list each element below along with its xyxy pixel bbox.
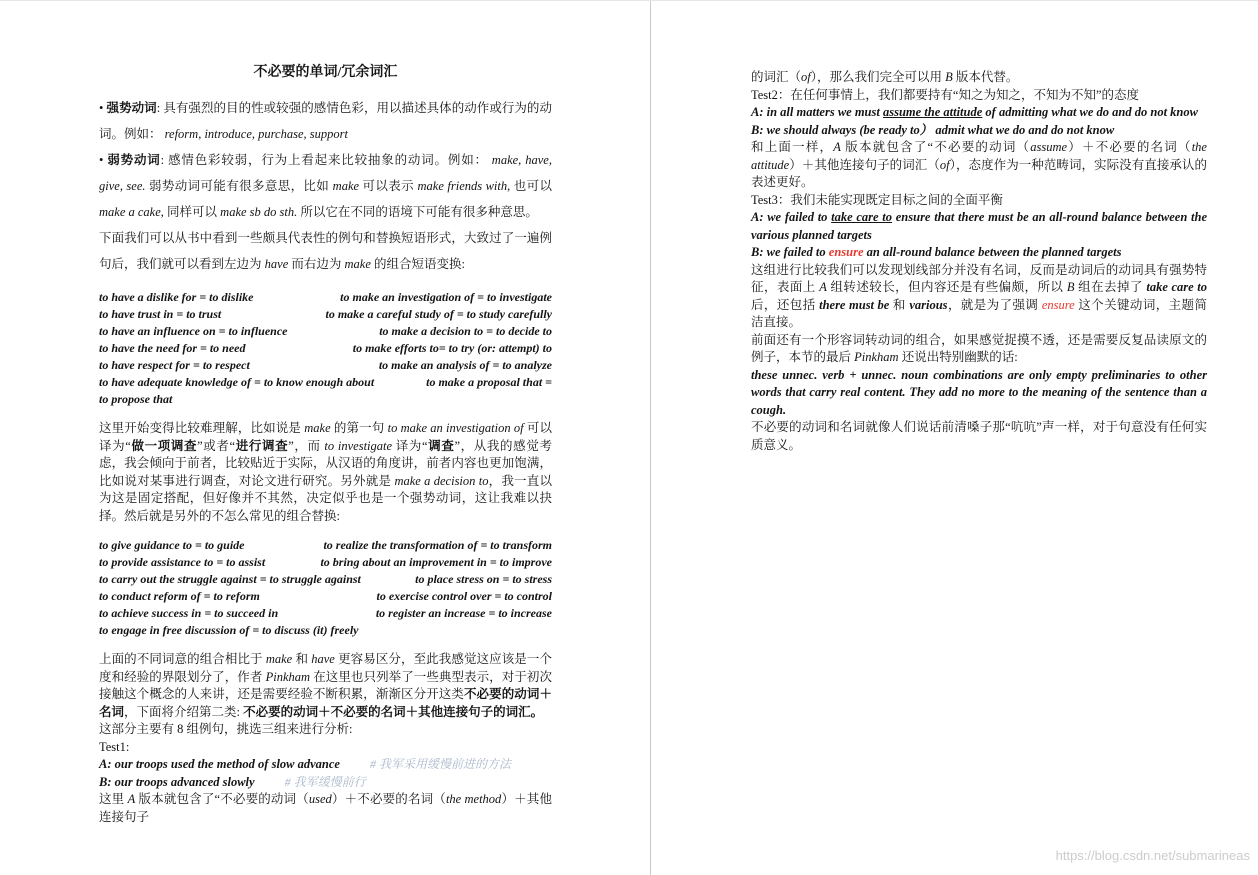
phrase-line	[99, 357, 552, 374]
test1-analysis-cont	[751, 69, 1207, 87]
text-run: ensure	[828, 245, 864, 259]
phrase-line	[99, 588, 552, 605]
text-run: make	[344, 257, 371, 271]
text-run: ”或者“	[197, 438, 236, 453]
text-run: ）＋其他连接句子	[99, 792, 552, 824]
phrase-line	[99, 554, 552, 571]
phrase-line	[99, 374, 552, 391]
test2-label	[751, 87, 1207, 105]
text-run: an all-round balance between the planned targets	[863, 245, 1122, 259]
phrase-right: to make an investigation of = to investigate	[340, 290, 552, 304]
phrase-line: to propose that	[99, 392, 173, 406]
test2-sentence-b	[751, 122, 1207, 140]
phrase-line	[99, 306, 552, 323]
phrase-left: to have adequate knowledge of = to know enough about	[99, 375, 375, 389]
test3-sentence-a	[751, 209, 1207, 244]
text-run: make	[332, 179, 360, 193]
phrase-right: to place stress on = to stress	[415, 572, 552, 586]
text-run: of admitting what we do and do not know	[982, 105, 1198, 119]
intro-paragraph	[99, 225, 552, 277]
phrase-line	[99, 571, 552, 588]
page-right	[751, 69, 1207, 454]
text-run: B: we should always (be ready to） admit what we do and do not know	[751, 122, 1115, 137]
text-run: 前面还有一个形容词转动词的组合，如果感觉捉摸不透，还是需要反复品读原文的例子，本节的最后	[751, 332, 1207, 364]
text-run: the method	[445, 792, 502, 806]
text-run: make	[265, 652, 293, 666]
text-run: B	[1066, 280, 1075, 294]
test3-analysis	[751, 262, 1207, 332]
text-run: 进行调查	[235, 438, 289, 453]
phrase-right: to bring about an improvement in = to improve	[320, 555, 552, 569]
text-run: ，就是为了强调	[947, 297, 1042, 312]
text-run: : 具有强烈的目的性或较强的感情色彩，用以描述具体的动作或行为的动词。例如：	[99, 101, 552, 141]
text-run: 所以它在不同的语境下可能有很多种意思。	[297, 205, 538, 219]
text-run: A	[819, 280, 827, 294]
text-run: of	[801, 70, 811, 84]
have-make-substitution-list	[99, 289, 552, 408]
phrase-right: to make a decision to = to decide to	[379, 324, 552, 338]
text-run: there must be	[819, 297, 890, 312]
text-run: 后，还包括	[751, 297, 820, 312]
analysis-paragraph-1	[99, 420, 552, 525]
text-run: to investigate	[324, 438, 393, 453]
phrase-left: to achieve success in = to succeed in	[99, 606, 279, 620]
text-run: 这组进行比较我们可以发现划线部分并没有名词，反而是动词后的动词具有强势特征，表面上	[751, 262, 1207, 294]
text-run: •	[99, 101, 107, 115]
phrase-right: to make an analysis of = to analyze	[378, 358, 552, 372]
text-run: 更容易区分，至此我感觉这应该是一个度和经验的界限划分了，作者	[99, 652, 552, 684]
text-run: 组在去掉了	[1074, 280, 1147, 294]
text-run: 这个关键动词，主题简洁直接。	[751, 297, 1207, 329]
test3-label	[751, 192, 1207, 210]
text-run: : 感情色彩较弱，行为上看起来比较抽象的动词。例如：	[160, 153, 492, 167]
bullet-strong-verbs	[99, 95, 552, 147]
phrase-left: to provide assistance to = to assist	[99, 555, 266, 569]
text-run: ”，而	[288, 438, 325, 453]
text-run: 不必要的动词和名词就像人们说话前清嗓子那“吭吭”声一样，对于句意没有任何实质意义。	[751, 420, 1207, 452]
text-run: 下面我们可以从书中看到一些颇具代表性的例句和替换短语形式，大致过了一遍例句后，我们就可以看到左边为	[99, 231, 552, 271]
phrase-left: to have the need for = to need	[99, 341, 246, 355]
text-run: 不必要的动词＋名词	[99, 687, 552, 719]
text-run: 做一项调查	[130, 438, 198, 453]
phrase-left: to carry out the struggle against = to struggle against	[99, 572, 361, 586]
text-run: 可以表示	[359, 179, 418, 193]
text-run: Test3：我们未能实现既定目标之间的全面平衡	[751, 192, 1003, 207]
bullet-weak-verbs	[99, 147, 552, 225]
text-run: A: our troops used the method of slow advance	[99, 757, 340, 771]
text-run: ），那么我们完全可以用	[810, 70, 946, 84]
text-run: 在这里也只列举了一些典型表示，对于初次接触这个概念的人来讲，还是需要经验不断积累，渐渐区分开这类	[99, 669, 552, 701]
test-intro	[99, 721, 552, 739]
text-run: 还说出特别幽默的话:	[898, 350, 1018, 364]
test1-analysis	[99, 791, 552, 826]
text-run: 而右边为	[288, 257, 345, 271]
text-run: make	[304, 421, 331, 435]
other-combinations-list	[99, 537, 552, 639]
phrase-left: to have a dislike for = to dislike	[99, 290, 254, 304]
text-run: , 也可以	[507, 179, 552, 193]
text-run: make, have, give, see.	[99, 153, 552, 193]
inline-comment: # 我军缓慢前行	[284, 774, 366, 789]
text-run: B: we failed to	[751, 245, 829, 259]
text-run: •	[99, 153, 108, 167]
phrase-line: to engage in free discussion of = to discuss (it) freely	[99, 623, 359, 637]
text-run: 上面的不同词意的组合相比于	[99, 652, 266, 666]
test2-analysis	[751, 139, 1207, 192]
closing-paragraph	[751, 332, 1207, 367]
text-run: of	[939, 157, 950, 172]
text-run: ）＋其他连接句子的词汇（	[789, 157, 940, 172]
text-run: have	[311, 652, 335, 666]
text-run: 的词汇（	[751, 70, 802, 84]
text-run: 弱势动词可能有很多意思，比如	[145, 179, 333, 193]
phrase-right: to make a careful study of = to study carefully	[325, 307, 552, 321]
text-run: the attitude	[751, 140, 1207, 172]
text-run: B: our troops advanced slowly	[99, 774, 255, 789]
phrase-left: to conduct reform of = to reform	[99, 589, 260, 603]
text-run: Pinkham	[265, 669, 311, 684]
text-run: make a cake	[99, 205, 161, 219]
text-run: make friends with	[417, 179, 508, 193]
text-run: 版本就包含了“不必要的动词（	[135, 792, 309, 806]
analysis-paragraph-2	[99, 651, 552, 721]
phrase-line	[99, 323, 552, 340]
text-run: 调查	[427, 438, 455, 453]
watermark-link: https://blog.csdn.net/submarineas	[1055, 848, 1250, 863]
test3-sentence-b	[751, 244, 1207, 262]
text-run: assume the attitude	[882, 105, 983, 119]
text-run: 可以译为“	[99, 421, 552, 453]
text-run: assume	[1030, 140, 1068, 154]
test1-label	[99, 739, 552, 757]
phrase-line	[99, 289, 552, 306]
page-left	[99, 61, 552, 826]
text-run: A: we failed to	[751, 210, 832, 224]
page-divider	[650, 1, 651, 875]
phrase-right: to make efforts to= to try (or: attempt) to	[352, 341, 552, 355]
text-run: A	[833, 140, 841, 154]
text-run: Test1:	[99, 739, 130, 754]
text-run: take care to	[831, 210, 893, 224]
text-run: ）＋不必要的名词（	[1067, 140, 1192, 154]
text-run: to make an investigation of	[387, 421, 524, 435]
phrase-line	[99, 605, 552, 622]
phrase-left: to give guidance to = to guide	[99, 538, 245, 552]
text-run: 和上面一样，	[751, 140, 834, 154]
final-remark	[751, 419, 1207, 454]
text-run: 版本就包含了“不必要的动词（	[840, 140, 1031, 154]
document-title: 不必要的单词/冗余词汇	[253, 65, 398, 80]
phrase-right: to exercise control over = to control	[376, 589, 552, 603]
text-run: ensure that there must be an all-round balance between the various planned targets	[751, 210, 1207, 242]
text-run: , 同样可以	[160, 205, 221, 219]
phrase-left: to have trust in = to trust	[99, 307, 222, 321]
text-run: 和	[292, 652, 312, 666]
text-run: 不必要的动词＋不必要的名词＋其他连接句子的词汇。	[243, 704, 544, 719]
phrase-line	[99, 537, 552, 554]
pinkham-quote	[751, 367, 1207, 420]
text-run: 的第一句	[330, 421, 388, 435]
test2-sentence-a	[751, 104, 1207, 122]
text-run: Test2：在任何事情上，我们都要持有“知之为知之，不知为不知”的态度	[751, 87, 1139, 102]
text-run: ），态度作为一种范畴词，实际没有直接承认的表述更好。	[751, 157, 1207, 189]
phrase-right: to make a proposal that =	[426, 375, 552, 389]
phrase-left: to have an influence on = to influence	[99, 324, 288, 338]
text-run: 译为“	[392, 438, 428, 453]
text-run: have	[264, 257, 289, 271]
text-run: 这部分主要有 8 组例句，挑选三组来进行分析:	[99, 722, 353, 736]
text-run: 和	[889, 297, 910, 312]
text-run: 强势动词	[106, 101, 157, 115]
text-run: various	[909, 297, 948, 312]
text-run: 组转述较长，但内容还是有些偏颇，所以	[826, 280, 1067, 294]
text-run: used	[308, 792, 332, 806]
text-run: ”，从我的感觉考虑，我会倾向于前者，比较贴近于实际，从汉语的角度讲，前者内容也更加饱满，比如说对某事进行调查，对论文进行研究。另外就是	[99, 438, 552, 488]
text-run: Pinkham	[854, 350, 899, 364]
text-run: ensure	[1041, 297, 1075, 312]
text-run: take care to	[1146, 280, 1207, 294]
text-run: A: in all matters we must	[751, 105, 883, 119]
text-run: make a decision to	[394, 473, 489, 488]
text-run: ，我一直以为这是固定搭配，但好像并不其然，决定似乎也是一个强势动词，这让我难以抉择。然后就是另外的不怎么常见的组合替换:	[99, 473, 552, 523]
text-run: 的组合短语变换:	[370, 257, 465, 271]
test1-sentence-b	[99, 774, 552, 792]
text-run: 弱势动词	[107, 153, 161, 167]
phrase-left: to have respect for = to respect	[99, 358, 250, 372]
text-run: these unnec. verb + unnec. noun combinations are only empty preliminaries to other words that carry real content. They add no more to the meaning of the sentence than a cough.	[751, 367, 1207, 417]
text-run: ）＋不必要的名词（	[331, 792, 446, 806]
text-run: reform, introduce, purchase, support	[164, 127, 348, 141]
text-run: 这里开始变得比较难理解，比如说是	[99, 421, 305, 435]
inline-comment: # 我军采用缓慢前进的方法	[370, 757, 512, 771]
text-run: make sb do sth.	[220, 205, 298, 219]
text-run: 这里	[99, 792, 128, 806]
text-run: ，下面将介绍第二类:	[124, 704, 244, 719]
text-run: B	[945, 70, 953, 84]
phrase-right: to realize the transformation of = to transform	[323, 538, 552, 552]
text-run: A	[127, 792, 136, 806]
text-run: 版本代替。	[952, 70, 1019, 84]
phrase-line	[99, 340, 552, 357]
phrase-right: to register an increase = to increase	[375, 606, 552, 620]
test1-sentence-a	[99, 756, 552, 774]
